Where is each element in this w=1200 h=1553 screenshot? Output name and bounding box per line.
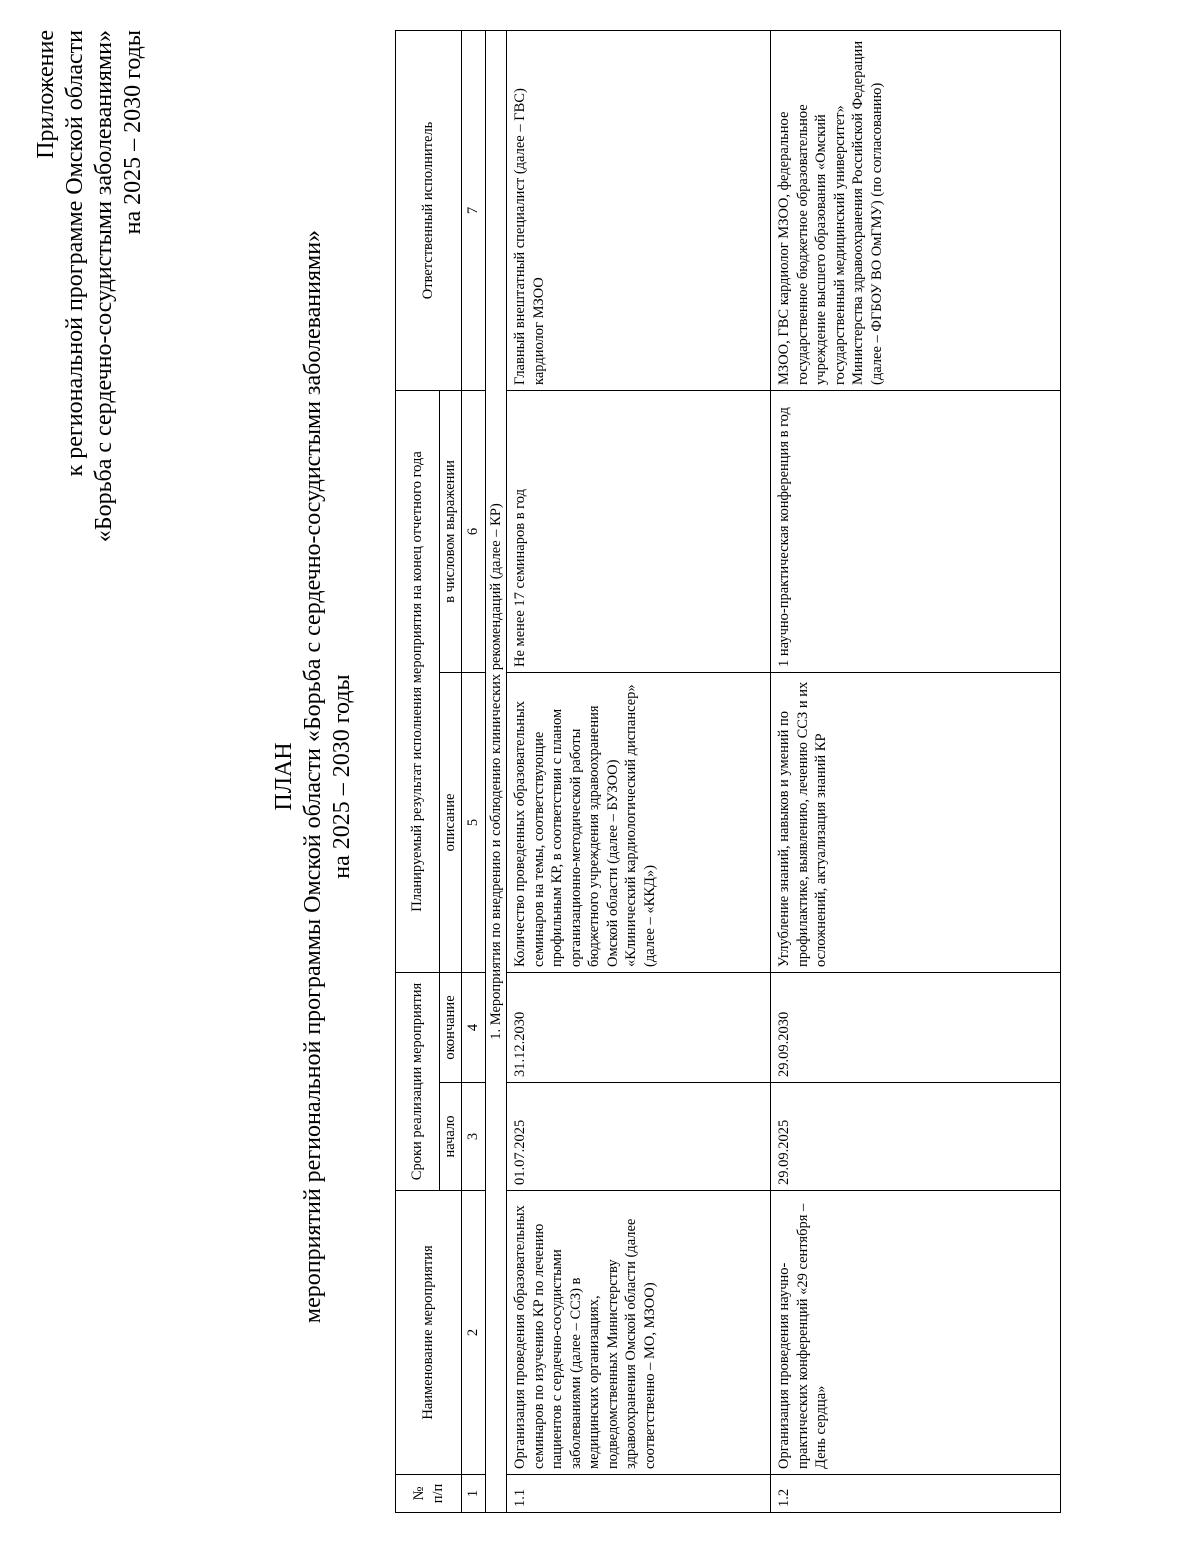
header-dates: Сроки реализации мероприятия [396,972,440,1190]
header-num: № п/п [396,1475,462,1513]
header-result: Планируемый результат исполнения мероприятия на конец отчетного года [396,390,440,972]
column-number-row [462,30,486,1512]
row-num: 1.1 [507,1475,771,1513]
row-start: 29.09.2025 [771,1083,1061,1191]
appendix-header [32,30,148,1553]
header-description: описание [440,672,462,972]
row-end: 29.09.2030 [771,972,1061,1082]
column-number: 3 [462,1083,486,1191]
table-row [771,30,1061,1512]
appendix-period: на 2025 – 2030 годы [120,30,146,235]
row-description: Количество проведенных образовательных семинаров на темы, соответствующие профильным КР, в соответствии с планом организационно-методической работы бюджетного учреждения здравоохранения Омской области (далее – БУЗОО) «Клинический кардиологический диспансер» (далее – «ККД») [507,672,771,972]
row-name: Организация проведения научно-практических конференций «29 сентября – День сердца» [771,1191,1061,1475]
plan-title: ПЛАН [271,742,297,811]
plan-period: на 2025 – 2030 годы [329,674,355,879]
row-numeric: Не менее 17 семинаров в год [507,390,771,672]
column-number: 5 [462,672,486,972]
header-numeric: в числовом выражении [440,390,462,672]
header-start: начало [440,1083,462,1191]
row-end: 31.12.2030 [507,972,771,1082]
plan-subtitle: мероприятий региональной программы Омской области «Борьба с сердечно-сосудистыми заболеваниями» [300,229,326,1324]
header-row [396,30,440,1512]
appendix-title: Приложение [33,30,59,159]
row-description: Углубление знаний, навыков и умений по профилактике, выявлению, лечению ССЗ и их осложнений, актуализация знаний КР [771,672,1061,972]
table-row [507,30,771,1512]
column-number: 2 [462,1191,486,1475]
appendix-program-line: к региональной программе Омской области [62,30,88,477]
row-name: Организация проведения образовательных семинаров по изучению КР по лечению пациентов с сердечно-сосудистыми заболеваниями (далее – ССЗ) в медицинских организациях, подведомственных Министерству здравоохранения Омской области (далее соответственно – МО, МЗОО) [507,1191,771,1475]
plan-heading [270,0,357,1553]
appendix-program-name: «Борьба с сердечно-сосудистыми заболеваниями» [91,30,117,543]
plan-table [395,30,1061,1513]
header-name: Наименование мероприятия [396,1191,462,1475]
header-end: окончание [440,972,462,1082]
column-number: 6 [462,390,486,672]
column-number: 1 [462,1475,486,1513]
row-num: 1.2 [771,1475,1061,1513]
header-responsible: Ответственный исполнитель [396,30,462,390]
column-number: 7 [462,30,486,390]
column-number: 4 [462,972,486,1082]
section-title: 1. Мероприятия по внедрению и соблюдению клинических рекомендаций (далее – КР) [485,30,507,1512]
row-start: 01.07.2025 [507,1083,771,1191]
section-row [485,30,507,1512]
row-responsible: МЗОО, ГВС кардиолог МЗОО, федеральное государственное бюджетное образовательное учреждение высшего образования «Омский государственный медицинский университет» Министерства здравоохранения Российской Федерации (далее – ФГБОУ ВО ОмГМУ) (по согласованию) [771,30,1061,390]
row-responsible: Главный внештатный специалист (далее – ГВС) кардиолог МЗОО [507,30,771,390]
row-numeric: 1 научно-практическая конференция в год [771,390,1061,672]
